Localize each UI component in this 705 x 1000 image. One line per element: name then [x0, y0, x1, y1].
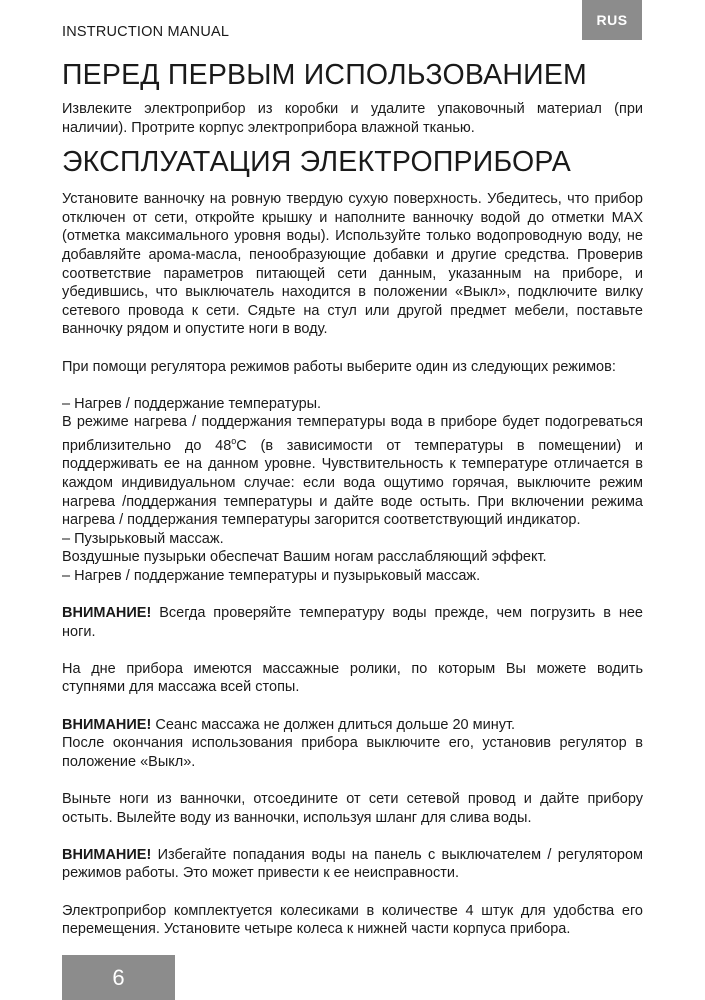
- mode-heating: – Нагрев / поддержание температуры.: [62, 395, 322, 412]
- mode-bubble: – Пузырьковый массаж.: [62, 530, 224, 547]
- mode-heating-description: [62, 413, 643, 529]
- warning-label: ВНИМАНИЕ!: [62, 716, 152, 733]
- mode-heating-text-a: В режиме нагрева / поддержания температуры вода в приборе будет подогреваться приблизительно до 48: [62, 414, 643, 454]
- manual-label: INSTRUCTION MANUAL: [62, 24, 230, 40]
- mode-bubble-description: Воздушные пузырьки обеспечат Вашим ногам расслабляющий эффект.: [62, 549, 547, 566]
- degree-mark: o: [231, 435, 237, 446]
- page-content: [62, 52, 643, 939]
- warning-label: ВНИМАНИЕ!: [62, 605, 152, 622]
- mode-combined: – Нагрев / поддержание температуры и пузырьковый массаж.: [62, 567, 481, 584]
- drain-paragraph: Выньте ноги из ванночки, отсоедините от сети сетевой провод и дайте прибору остыть. Вылейте воду из ванночки, используя шланг для слива воды.: [62, 791, 643, 826]
- mode-select-paragraph: При помощи регулятора режимов работы выберите один из следующих режимов:: [62, 358, 616, 375]
- section-title-first-use: ПЕРЕД ПЕРВЫМ ИСПОЛЬЗОВАНИЕМ: [62, 59, 587, 91]
- warning-text: Избегайте попадания воды на панель с выключателем / регулятором режимов работы. Это может привести к ее неисправности.: [62, 846, 643, 882]
- wheels-paragraph: Электроприбор комплектуется колесиками в количестве 4 штук для удобства его перемещения. Установите четыре колеса к нижней части корпуса прибора.: [62, 902, 643, 938]
- warning-water-panel: [62, 846, 643, 883]
- section-title-operation: ЭКСПЛУАТАЦИЯ ЭЛЕКТРОПРИБОРА: [62, 146, 571, 179]
- operation-paragraph: Установите ванночку на ровную твердую сухую поверхность. Убедитесь, что прибор отключен от сети, откройте крышку и наполните ванночку водой до отметки MAX (отметка максимального уровня воды). Используйте только водопроводную воду, не добавляйте арома-масла, пенообразующие добавки и другие средства. Проверив соответствие параметров питающей сети данным, указанным на приборе, и убедившись, что выключатель находится в положении «Выкл», подключите вилку сетевого провода к сети. Сядьте на стул или другой предмет мебели, поставьте ванночку рядом и опустите ноги в воду.: [62, 191, 643, 338]
- page-number: 6: [62, 955, 175, 1000]
- warning-session-length: [62, 716, 643, 735]
- warning-text: Всегда проверяйте температуру воды прежде, чем погрузить в нее ноги.: [62, 605, 643, 640]
- language-tab: RUS: [582, 0, 642, 40]
- first-use-paragraph: Извлеките электроприбор из коробки и удалите упаковочный материал (при наличии). Протрите корпус электроприбора влажной тканью.: [62, 101, 643, 136]
- mode-heating-text-b: C (в зависимости от температуры в помещении) и поддерживать ее на данном уровне. Чувствительность к температуре отличается в каждом индивидуальном случае: если вода ощутимо горячая, выключите режим нагрева /поддержания температуры и дайте воде остыть. При включении режима нагрева / поддержания температуры загорится соответствующий индикатор.: [62, 437, 643, 529]
- warning-water-temp: [62, 604, 643, 641]
- rollers-paragraph: На дне прибора имеются массажные ролики, по которым Вы можете водить ступнями для массажа всей стопы.: [62, 660, 643, 696]
- warning-text: Сеанс массажа не должен длиться дольше 20 минут.: [151, 716, 516, 733]
- warning-label: ВНИМАНИЕ!: [62, 846, 152, 863]
- switch-off-paragraph: После окончания использования прибора выключите его, установив регулятор в положение «Выкл».: [62, 735, 643, 770]
